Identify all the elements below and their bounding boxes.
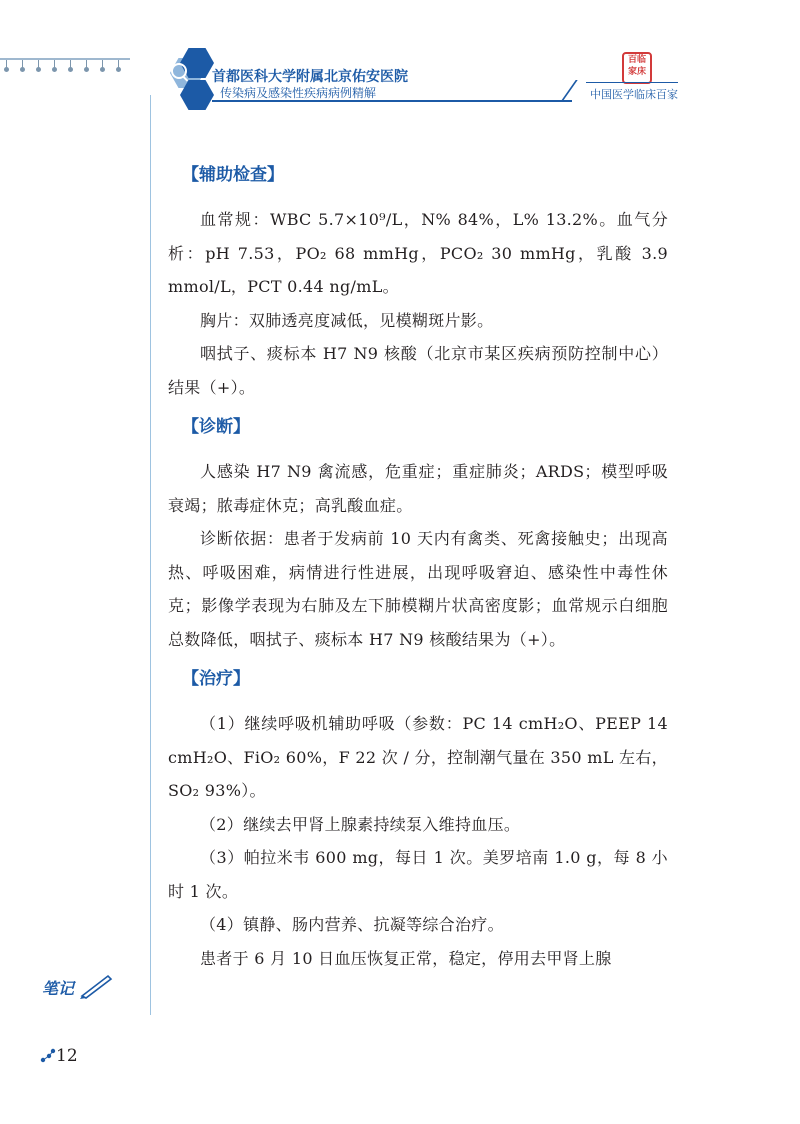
paragraph: 胸片：双肺透亮度减低，见模糊斑片影。 <box>200 310 494 330</box>
paragraph: （3）帕拉米韦 600 mg，每日 1 次。美罗培南 1.0 g，每 8 小时 1 次。 <box>168 848 668 901</box>
series-name: 中国医学临床百家 <box>590 88 678 101</box>
paragraph: 人感染 H7 N9 禽流感，危重症；重症肺炎；ARDS；模型呼吸衰竭；脓毒症休克；高乳酸血症。 <box>168 462 668 515</box>
paragraph: （2）继续去甲肾上腺素持续泵入维持血压。 <box>200 814 521 834</box>
header-rule <box>212 100 572 102</box>
page-content <box>168 160 668 975</box>
book-title: 传染病及感染性疾病病例精解 <box>220 86 377 100</box>
page-number: 12 <box>56 1046 78 1066</box>
hospital-name: 首都医科大学附属北京佑安医院 <box>212 69 408 85</box>
paragraph: 咽拭子、痰标本 H7 N9 核酸（北京市某区疾病预防控制中心）结果（+）。 <box>168 344 668 397</box>
magnifier-icon <box>171 63 187 79</box>
section-heading-auxiliary-exam: 【辅助检查】 <box>182 165 284 185</box>
series-seal-logo: 百临家床 <box>622 52 652 84</box>
paragraph: （4）镇静、肠内营养、抗凝等综合治疗。 <box>200 915 504 934</box>
pen-icon <box>78 972 114 1000</box>
molecule-icon <box>40 1048 56 1064</box>
section-heading-treatment: 【治疗】 <box>182 669 250 689</box>
margin-divider <box>150 95 151 1015</box>
paragraph: 诊断依据：患者于发病前 10 天内有禽类、死禽接触史；出现高热、呼吸困难，病情进行性进展，出现呼吸窘迫、感染性中毒性休克；影像学表现为右肺及左下肺模糊片状高密度影；血常规示白细胞总数降低，咽拭子、痰标本 H7 N9 核酸结果为（+）。 <box>168 529 668 649</box>
notes-label: 笔记 <box>42 979 75 998</box>
paragraph: 血常规：WBC 5.7×10⁹/L，N% 84%，L% 13.2%。血气分析：pH 7.53，PO₂ 68 mmHg，PCO₂ 30 mmHg，乳酸 3.9 mmol/L，PCT 0.44 ng/mL。 <box>168 210 668 296</box>
series-rule <box>586 82 678 83</box>
paragraph: 患者于 6 月 10 日血压恢复正常，稳定，停用去甲肾上腺 <box>200 948 612 968</box>
margin-ruler-decoration <box>0 58 150 72</box>
section-heading-diagnosis: 【诊断】 <box>182 417 250 437</box>
paragraph: （1）继续呼吸机辅助呼吸（参数：PC 14 cmH₂O、PEEP 14 cmH₂O、FiO₂ 60%，F 22 次 / 分，控制潮气量在 350 mL 左右，SO₂ 93%）。 <box>168 714 668 800</box>
